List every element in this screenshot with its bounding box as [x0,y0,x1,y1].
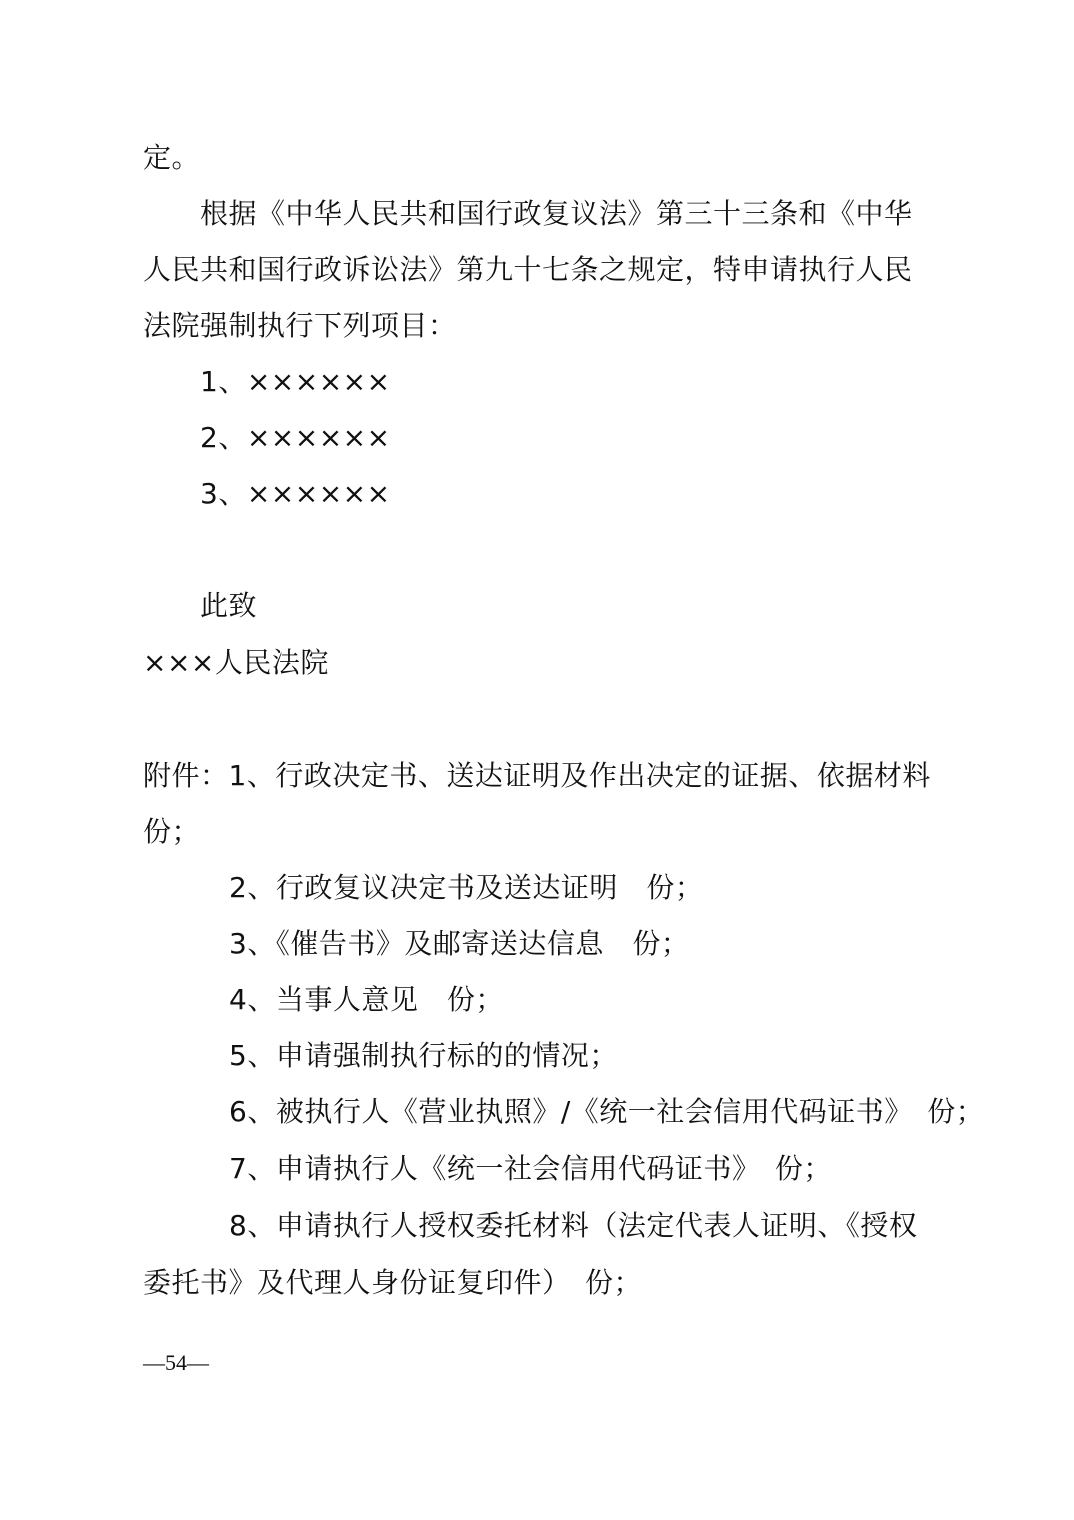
attachment-line-1: 附件：1、行政决定书、送达证明及作出决定的证据、依据材料 [143,759,931,792]
attachment-line-9: 8、申请执行人授权委托材料（法定代表人证明、《授权 [229,1209,918,1242]
item-line-3: 3、×××××× [200,477,391,510]
salutation-line: 此致 [200,589,258,622]
item-line-2: 2、×××××× [200,421,391,454]
attachment-line-4: 3、《催告书》及邮寄送达信息 份； [229,927,690,960]
text-line-1: 定。 [143,141,201,174]
text-line-2: 根据《中华人民共和国行政复议法》第三十三条和《中华 [200,197,913,230]
item-line-1: 1、×××××× [200,365,391,398]
attachment-line-8: 7、申请执行人《统一社会信用代码证书》 份； [229,1152,832,1185]
attachment-line-3: 2、行政复议决定书及送达证明 份； [229,871,704,904]
page-number: —54— [143,1350,209,1375]
attachment-line-6: 5、申请强制执行标的的情况； [229,1039,618,1072]
attachment-line-7: 6、被执行人《营业执照》/《统一社会信用代码证书》 份； [229,1095,985,1128]
text-line-3: 人民共和国行政诉讼法》第九十七条之规定，特申请执行人民 [143,253,913,286]
attachment-line-5: 4、当事人意见 份； [229,983,504,1016]
text-line-4: 法院强制执行下列项目： [143,309,457,342]
court-line: ×××人民法院 [143,646,329,679]
attachment-line-10: 委托书》及代理人身份证复印件） 份； [143,1266,643,1299]
attachment-line-2: 份； [143,815,201,848]
